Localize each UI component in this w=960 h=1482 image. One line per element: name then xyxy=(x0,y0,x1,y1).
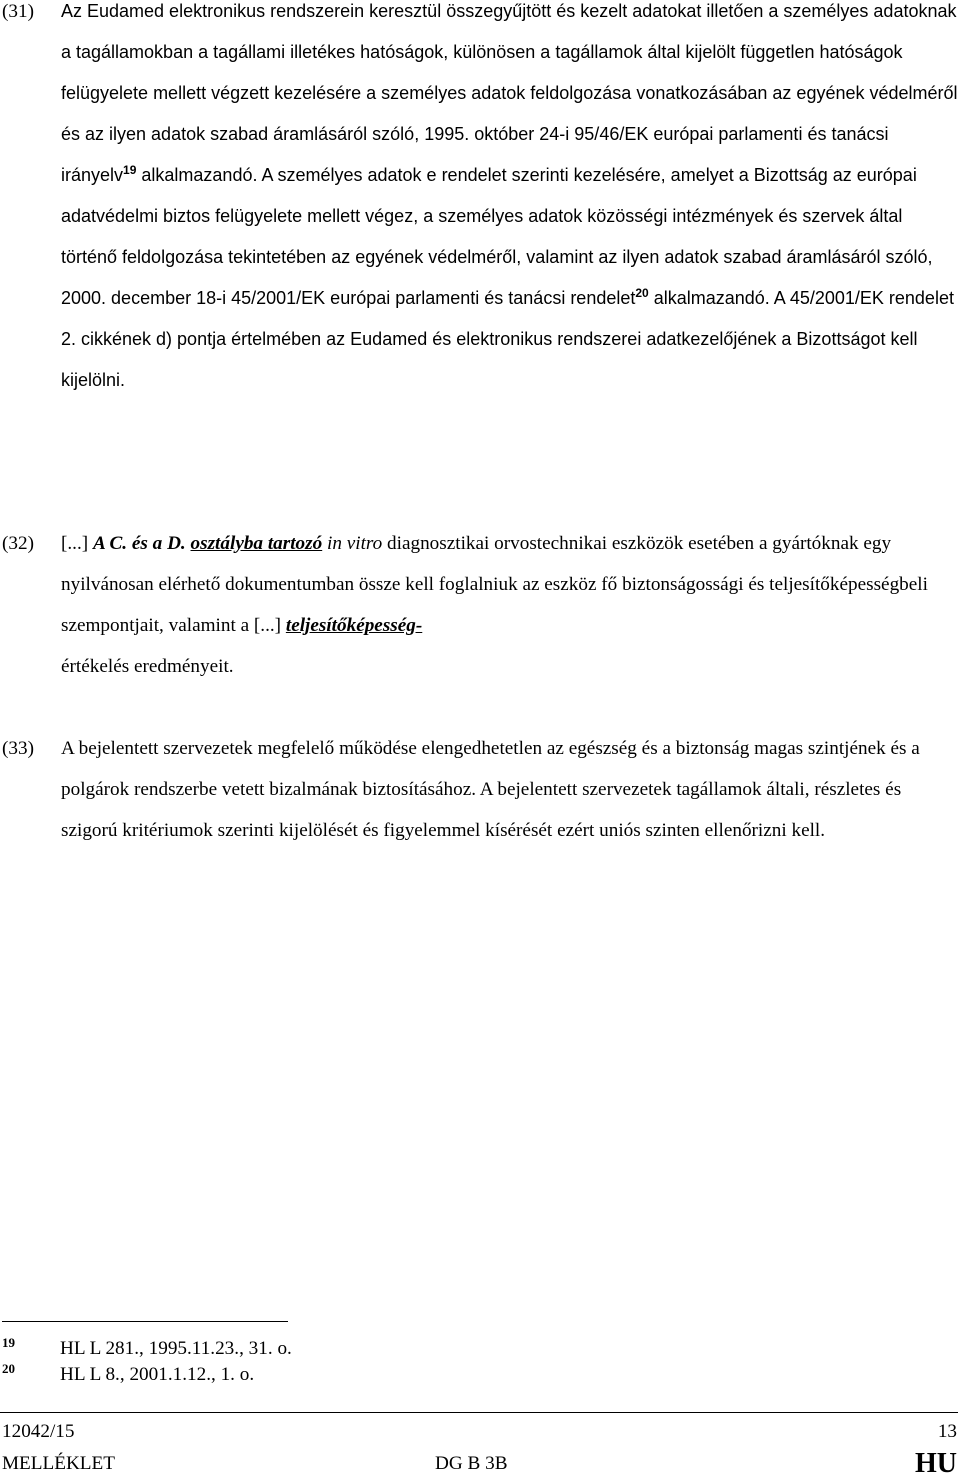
text-segment: alkalmazandó. A 45/2001/EK rendelet 2. cikkének d) pontja értelmében az Eudamed és elektronikus rendszerei adatkezelőjének a Bizottságot kell kijelölni. xyxy=(61,288,954,390)
recital-number: (31) xyxy=(2,1,34,22)
page-number: 13 xyxy=(937,1421,957,1442)
annex-label: MELLÉKLET xyxy=(2,1453,115,1474)
recital-number: (32) xyxy=(2,533,34,554)
footnote-ref[interactable]: 19 xyxy=(123,163,137,177)
document-reference: 12042/15 xyxy=(2,1421,75,1442)
text-segment: diagnosztikai orvostechnikai eszközök esetében a gyártóknak egy nyilvánosan elérhető dokumentumban össze kell foglalniuk az eszköz fő biztonságossági és teljesítőképességbeli szempontjait, valamint a [...] xyxy=(61,533,928,636)
footer-separator xyxy=(0,1412,958,1413)
text-segment: [...] xyxy=(61,533,93,554)
text-segment-bold-italic-underlined: teljesítőképesség- xyxy=(285,615,423,636)
footnote-number: 20 xyxy=(2,1361,15,1376)
text-segment-bold-italic: A C. és a D. xyxy=(92,533,191,554)
footnote-text: HL L 281., 1995.11.23., 31. o. xyxy=(60,1338,292,1359)
footnote-number: 19 xyxy=(2,1335,15,1350)
recital-32 xyxy=(0,523,958,687)
language-code: HU xyxy=(915,1448,957,1479)
text-segment: alkalmazandó. A személyes adatok e rendelet szerinti kezelésére, amelyet a Bizottság az európai adatvédelmi biztos felügyelete mellett végez, a személyes adatok közösségi intézmények és szervek által történő feldolgozása tekintetében az egyének védelméről, valamint az ilyen adatok szabad áramlásáról szóló, 2000. december 18-i 45/2001/EK európai parlamenti és tanácsi rendelet xyxy=(61,165,933,308)
recital-text xyxy=(61,0,958,401)
recital-31 xyxy=(0,0,958,401)
text-segment: értékelés eredményeit. xyxy=(61,656,234,677)
recital-number: (33) xyxy=(2,738,34,759)
text-segment-bold-italic-underlined: osztályba tartozó xyxy=(190,533,323,554)
footnote-text: HL L 8., 2001.1.12., 1. o. xyxy=(60,1364,255,1385)
recital-33 xyxy=(0,728,958,851)
text-segment: Az Eudamed elektronikus rendszerein keresztül összegyűjtött és kezelt adatokat illetően a személyes adatoknak a tagállamokban a tagállami illetékes hatóságok, különösen a tagállamok által kijelölt független hatóságok felügyelete mellett végzett kezelésére a személyes adatok feldolgozása vonatkozásában az egyének védelméről és az ilyen adatok szabad áramlásáról szóló, 1995. október 24-i 95/46/EK európai parlamenti és tanácsi irányelv xyxy=(61,1,958,185)
text-segment-italic: in vitro xyxy=(327,533,383,554)
footnote-separator xyxy=(2,1321,288,1322)
recital-text: A bejelentett szervezetek megfelelő működése elengedhetetlen az egészség és a biztonság magas szintjének és a polgárok rendszerbe vetett bizalmának biztosításához. A bejelentett szervezetek tagállamok általi, részletes és szigorú kritériumok szerinti kijelölését és figyelemmel kísérését ezért uniós szinten ellenőrizni kell. xyxy=(61,738,920,841)
footnote-ref[interactable]: 20 xyxy=(635,286,649,300)
recital-text xyxy=(61,523,958,687)
dg-label: DG B 3B xyxy=(435,1453,508,1474)
